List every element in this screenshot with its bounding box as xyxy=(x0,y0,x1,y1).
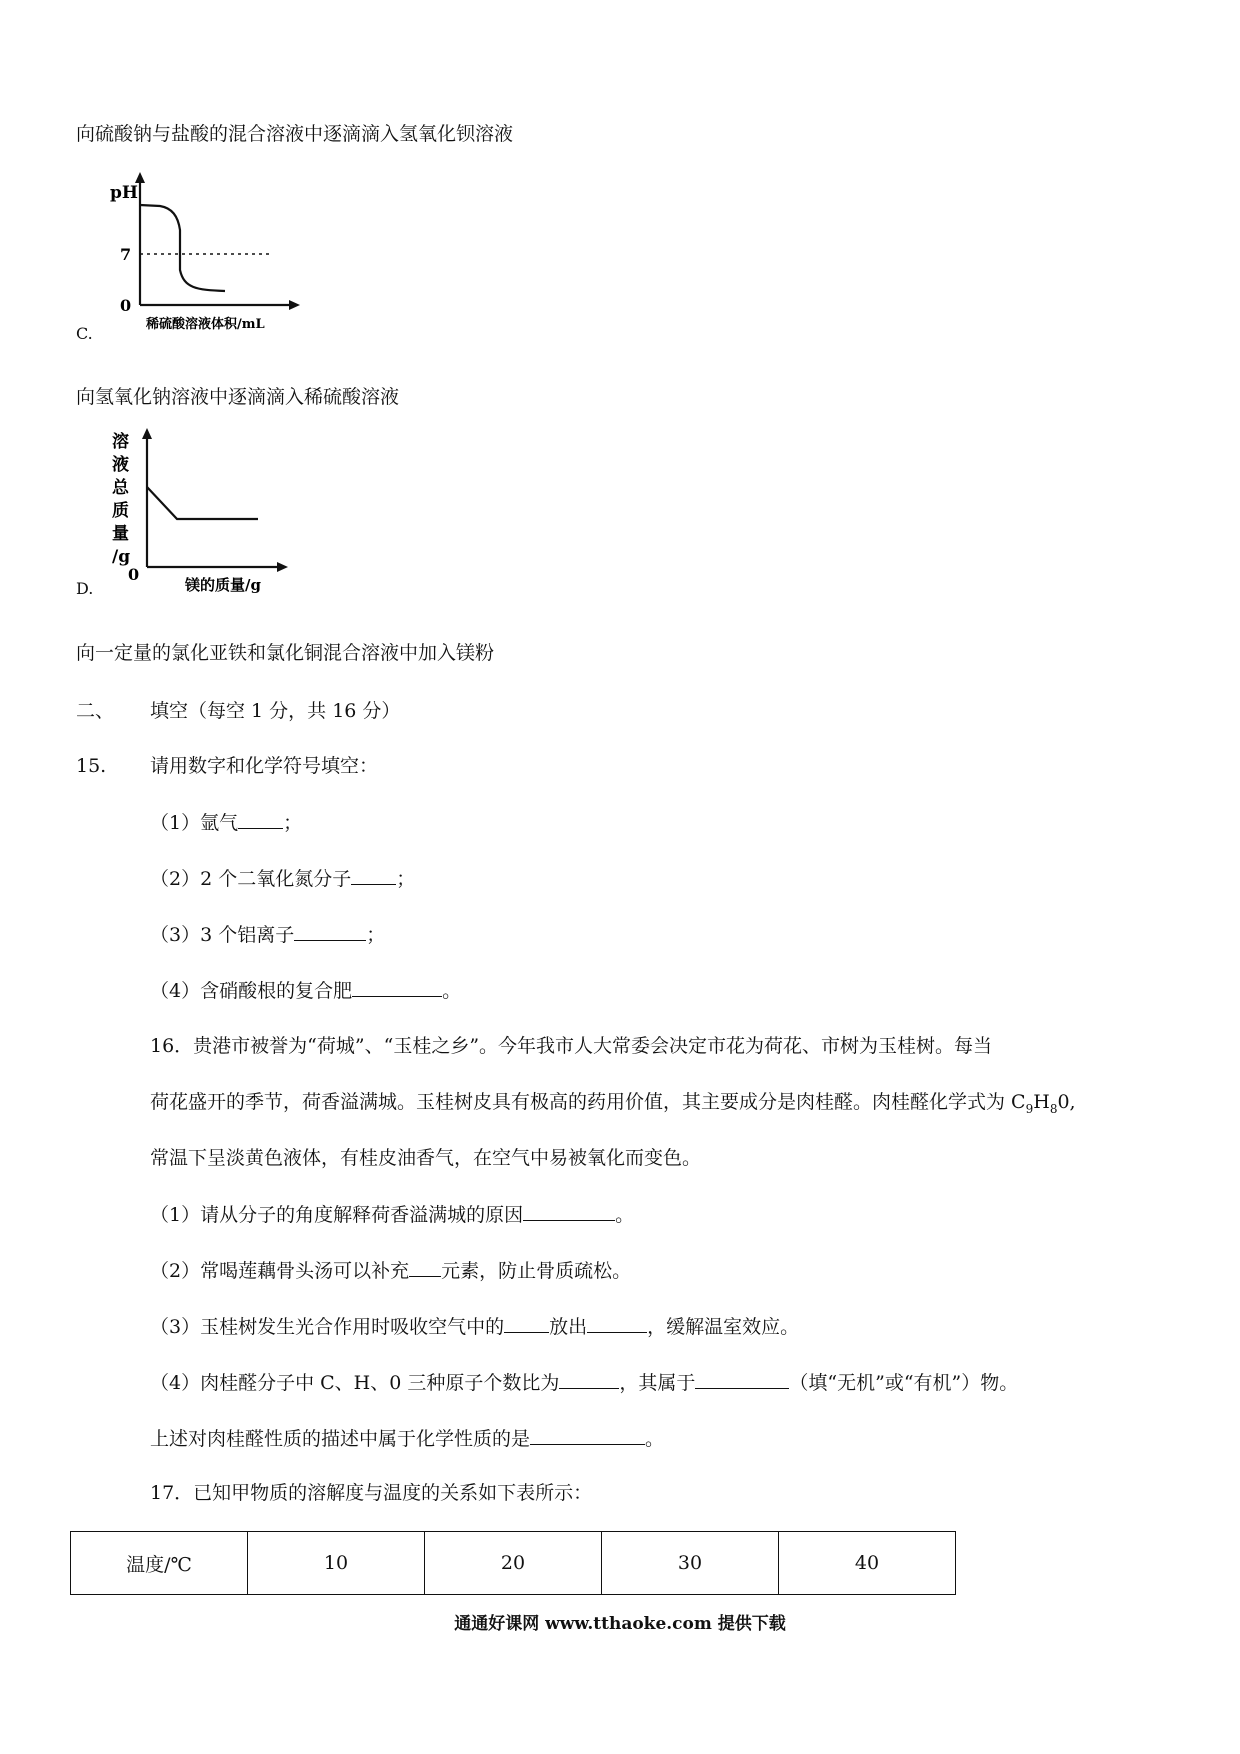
q16-line-3: 常温下呈淡黄色液体，有桂皮油香气，在空气中易被氧化而变色。 xyxy=(150,1147,702,1169)
q15-item-2-text: （2）2 个二氧化氮分子 xyxy=(150,868,352,890)
c-ph-curve xyxy=(140,205,225,291)
table-cell: 40 xyxy=(779,1532,956,1595)
c-ylabel: pH xyxy=(110,183,138,203)
q15-item-4-text: （4）含硝酸根的复合肥 xyxy=(150,980,353,1002)
option-d-statement: 向一定量的氯化亚铁和氯化铜混合溶液中加入镁粉 xyxy=(76,642,495,664)
table-cell: 10 xyxy=(248,1532,425,1595)
answer-blank[interactable] xyxy=(523,1201,615,1221)
d-origin: 0 xyxy=(128,565,140,584)
q16-line-1: 16．贵港市被誉为“荷城”、“玉桂之乡”。今年我市人大常委会决定市花为荷花、市树为玉桂树。每当 xyxy=(150,1035,993,1057)
q17-prompt: 17．已知甲物质的溶解度与温度的关系如下表所示： xyxy=(150,1482,593,1504)
answer-blank[interactable] xyxy=(294,921,366,941)
page-footer: 通通好课网 www.tthaoke.com 提供下载 xyxy=(454,1614,786,1634)
d-ylabel-1: 溶 xyxy=(112,432,129,452)
d-ylabel-5: 量 xyxy=(112,524,129,544)
q16-item-1: （1）请从分子的角度解释荷香溢满城的原因 。 xyxy=(150,1201,634,1228)
answer-blank[interactable] xyxy=(587,1313,647,1333)
q16-line-2: 荷花盛开的季节，荷香溢满城。玉桂树皮具有极高的药用价值，其主要成分是肉桂醛。肉桂醛化学式为 $C_9H_80$, xyxy=(150,1091,1076,1116)
d-mass-curve xyxy=(147,487,258,519)
answer-blank[interactable] xyxy=(695,1369,789,1389)
d-ylabel-4: 质 xyxy=(112,501,129,521)
q16-item-5: 上述对肉桂醛性质的描述中属于化学性质的是 。 xyxy=(150,1425,664,1452)
c-x-arrow xyxy=(289,300,300,310)
c-y-arrow xyxy=(135,172,145,183)
d-ylabel-6: /g xyxy=(112,547,131,567)
section2-num: 二、 xyxy=(76,700,115,722)
answer-blank[interactable] xyxy=(504,1313,549,1333)
table-cell: 20 xyxy=(425,1532,602,1595)
answer-blank[interactable] xyxy=(559,1369,619,1389)
answer-blank[interactable] xyxy=(238,809,283,829)
q15-item-3-text: （3）3 个铝离子 xyxy=(150,924,295,946)
q15-prompt: 请用数字和化学符号填空： xyxy=(150,755,379,777)
c-origin: 0 xyxy=(120,296,132,315)
c-xlabel: 稀硫酸溶液体积/mL xyxy=(146,317,265,332)
section2-title: 填空（每空 1 分，共 16 分） xyxy=(150,700,401,722)
option-c-statement: 向氢氧化钠溶液中逐滴滴入稀硫酸溶液 xyxy=(76,386,400,408)
table-cell-header: 温度/℃ xyxy=(71,1532,248,1595)
q16-item-4: （4）肉桂醛分子中 C、H、0 三种原子个数比为 ，其属于 （填“无机”或“有机”）物。 xyxy=(150,1369,1018,1396)
d-x-arrow xyxy=(277,562,288,572)
q15-item-1-text: （1）氩气 xyxy=(150,812,239,834)
answer-blank[interactable] xyxy=(352,977,442,997)
option-b-statement: 向硫酸钠与盐酸的混合溶液中逐滴滴入氢氧化钡溶液 xyxy=(76,123,514,145)
answer-blank[interactable] xyxy=(530,1425,645,1445)
d-ylabel-2: 液 xyxy=(112,455,129,475)
answer-blank[interactable] xyxy=(409,1257,441,1277)
table-cell: 30 xyxy=(602,1532,779,1595)
q15-number: 15. xyxy=(76,755,107,777)
option-d-graph xyxy=(100,425,300,609)
d-ylabel-3: 总 xyxy=(112,478,129,498)
table-row xyxy=(71,1532,956,1595)
answer-blank[interactable] xyxy=(351,865,396,885)
option-c-graph xyxy=(100,170,340,339)
q16-item-3: （3）玉桂树发生光合作用时吸收空气中的 放出 ，缓解温室效应。 xyxy=(150,1313,799,1340)
c-y-mark: 7 xyxy=(120,245,132,264)
option-d-label: D. xyxy=(76,579,94,598)
option-c-label: C. xyxy=(76,324,93,343)
q15-item-1: （1）氩气 ； xyxy=(150,809,302,836)
q16-item-2: （2）常喝莲藕骨头汤可以补充 元素，防止骨质疏松。 xyxy=(150,1257,631,1284)
q15-item-4: （4）含硝酸根的复合肥 。 xyxy=(150,977,461,1004)
d-xlabel: 镁的质量/g xyxy=(185,576,261,594)
q15-item-2: （2）2 个二氧化氮分子 ； xyxy=(150,865,415,892)
d-y-arrow xyxy=(142,428,152,439)
solubility-table xyxy=(70,1531,956,1595)
q15-item-3: （3）3 个铝离子 ； xyxy=(150,921,385,948)
